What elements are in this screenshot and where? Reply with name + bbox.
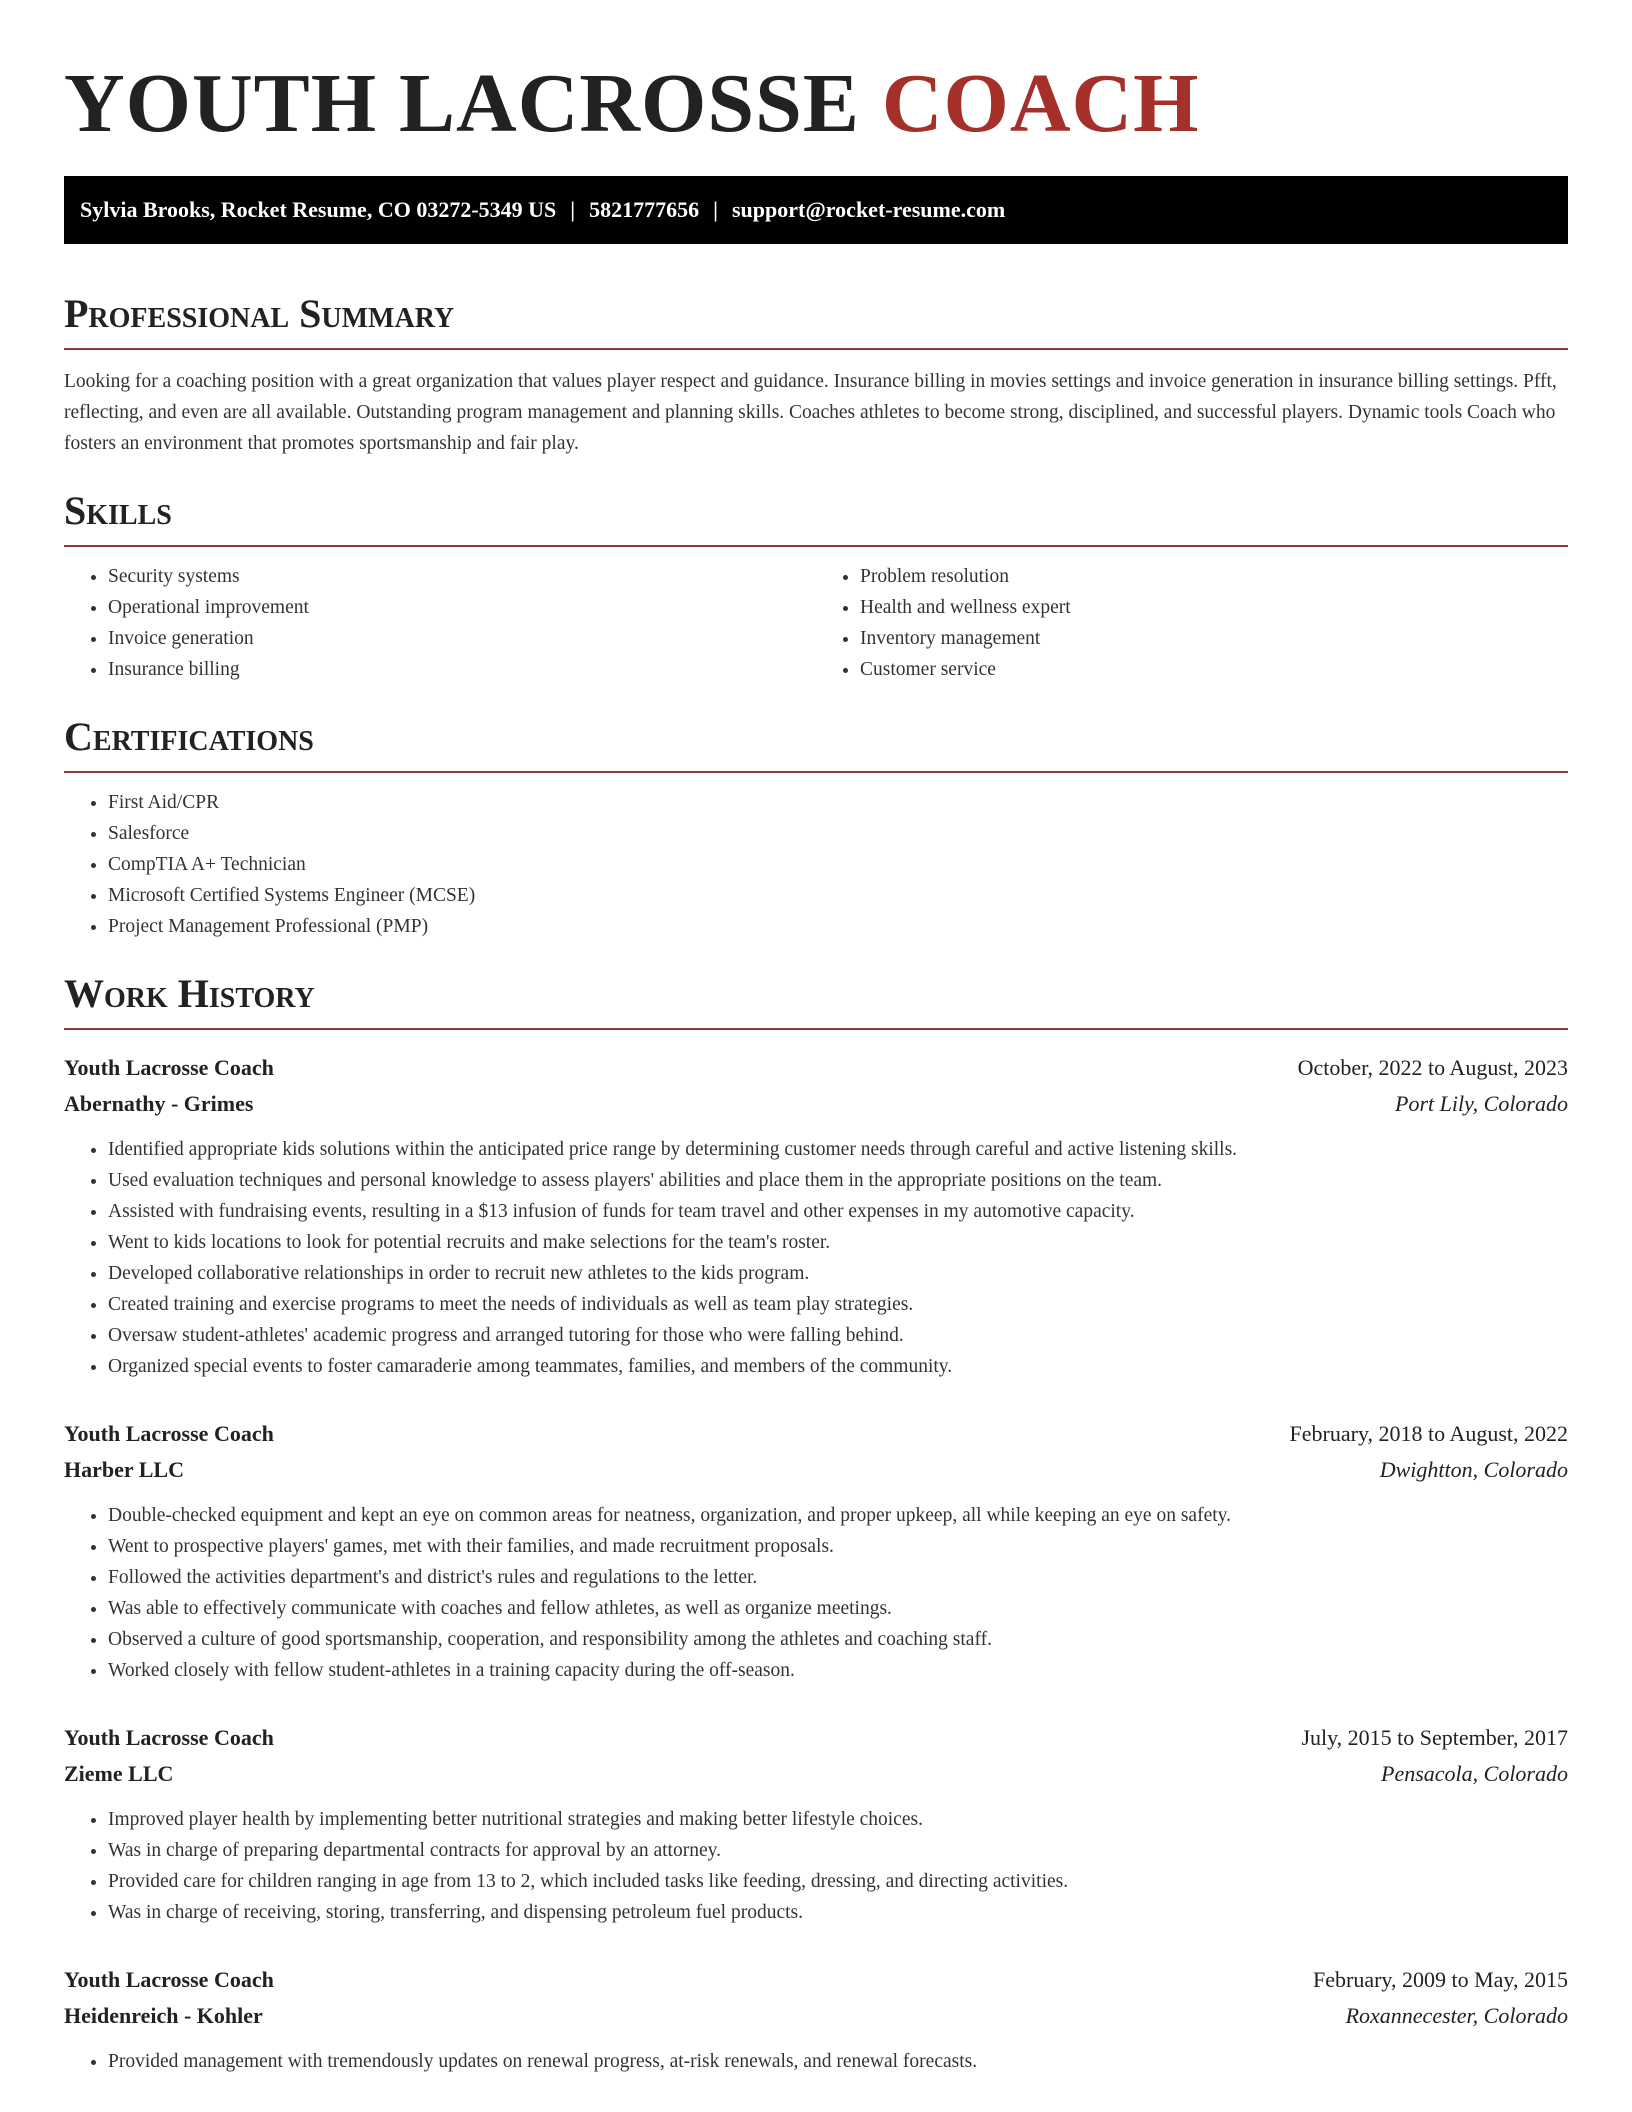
certification-item: • Microsoft Certified Systems Engineer (MCSE) xyxy=(108,880,1568,911)
certification-item: • Salesforce xyxy=(108,818,1568,849)
job-duties-list xyxy=(64,1500,1568,1686)
certification-item: • CompTIA A+ Technician xyxy=(108,849,1568,880)
job-duty: • Improved player health by implementing better nutritional strategies and making better lifestyle choices. xyxy=(108,1804,1568,1835)
job-dates: February, 2009 to May, 2015 xyxy=(1313,1967,1568,1992)
certification-item: • Project Management Professional (PMP) xyxy=(108,911,1568,942)
job-header-row xyxy=(64,1416,1568,1452)
job-title: Youth Lacrosse Coach xyxy=(64,1055,274,1080)
job-location: Pensacola, Colorado xyxy=(1381,1761,1568,1786)
job-title: Youth Lacrosse Coach xyxy=(64,1967,274,1992)
job-company-row xyxy=(64,1756,1568,1792)
skills-grid xyxy=(64,547,1568,685)
job-duty: • Was in charge of preparing departmental contracts for approval by an attorney. xyxy=(108,1835,1568,1866)
job-location: Port Lily, Colorado xyxy=(1395,1091,1568,1116)
job-duty: • Was in charge of receiving, storing, transferring, and dispensing petroleum fuel products. xyxy=(108,1897,1568,1928)
job-duty: • Worked closely with fellow student-athletes in a training capacity during the off-season. xyxy=(108,1655,1568,1686)
skills-list-left xyxy=(64,561,816,685)
job-duty: • Double-checked equipment and kept an eye on common areas for neatness, organization, and proper upkeep, all while keeping an eye on safety. xyxy=(108,1500,1568,1531)
job-dates: October, 2022 to August, 2023 xyxy=(1297,1055,1568,1080)
contact-address: Sylvia Brooks, Rocket Resume, CO 03272-5349 US xyxy=(80,197,557,222)
skill-item: • Customer service xyxy=(860,654,1568,685)
contact-bar xyxy=(64,176,1568,244)
job-header-row xyxy=(64,1962,1568,1998)
job-duties-list xyxy=(64,1804,1568,1928)
skill-item: • Health and wellness expert xyxy=(860,592,1568,623)
job-location: Roxannecester, Colorado xyxy=(1345,2003,1568,2028)
resume-title xyxy=(64,56,1568,152)
job-duty: • Went to kids locations to look for potential recruits and make selections for the team's roster. xyxy=(108,1227,1568,1258)
job-duty: • Provided management with tremendously updates on renewal progress, at-risk renewals, and renewal forecasts. xyxy=(108,2046,1568,2077)
job-duty: • Organized special events to foster camaraderie among teammates, families, and members of the community. xyxy=(108,1351,1568,1382)
summary-text: Looking for a coaching position with a great organization that values player respect and guidance. Insurance billing in movies settings and invoice generation in insurance billing settings. Pfft, reflecting, and even are all available. Outstanding program management and planning skills. Coaches athletes to become strong, disciplined, and successful players. Dynamic tools Coach who fosters an environment that promotes sportsmanship and fair play. xyxy=(64,371,1557,454)
job-location: Dwightton, Colorado xyxy=(1379,1457,1568,1482)
job-title: Youth Lacrosse Coach xyxy=(64,1421,274,1446)
job-duty: • Followed the activities department's and district's rules and regulations to the letter. xyxy=(108,1562,1568,1593)
job-company: Zieme LLC xyxy=(64,1761,174,1786)
contact-email: support@rocket-resume.com xyxy=(731,197,1006,222)
job-duty: • Identified appropriate kids solutions within the anticipated price range by determining customer needs through careful and active listening skills. xyxy=(108,1134,1568,1165)
summary-heading: Professional Summary xyxy=(64,290,1568,350)
title-accent: COACH xyxy=(881,57,1200,150)
job-entry xyxy=(64,1416,1568,1686)
job-header-row xyxy=(64,1720,1568,1756)
job-company: Harber LLC xyxy=(64,1457,184,1482)
job-header-row xyxy=(64,1050,1568,1086)
skills-list-right xyxy=(816,561,1568,685)
job-duty: • Observed a culture of good sportsmanship, cooperation, and responsibility among the athletes and coaching staff. xyxy=(108,1624,1568,1655)
work-history-heading: Work History xyxy=(64,970,1568,1030)
job-company: Heidenreich - Kohler xyxy=(64,2003,263,2028)
job-duty: • Provided care for children ranging in age from 13 to 2, which included tasks like feeding, dressing, and directing activities. xyxy=(108,1866,1568,1897)
job-duty: • Was able to effectively communicate with coaches and fellow athletes, as well as organize meetings. xyxy=(108,1593,1568,1624)
skill-item: • Problem resolution xyxy=(860,561,1568,592)
job-entry xyxy=(64,1720,1568,1928)
job-dates: July, 2015 to September, 2017 xyxy=(1301,1725,1568,1750)
job-entry xyxy=(64,1050,1568,1382)
job-duties-list xyxy=(64,1134,1568,1382)
certification-item: • First Aid/CPR xyxy=(108,787,1568,818)
title-main: YOUTH LACROSSE xyxy=(64,57,860,150)
skills-heading: Skills xyxy=(64,487,1568,547)
contact-phone: 5821777656 xyxy=(589,197,700,222)
job-entry xyxy=(64,1962,1568,2077)
job-duty: • Assisted with fundraising events, resulting in a $13 infusion of funds for team travel and other expenses in my automotive capacity. xyxy=(108,1196,1568,1227)
job-title: Youth Lacrosse Coach xyxy=(64,1725,274,1750)
job-duty: • Created training and exercise programs to meet the needs of individuals as well as team play strategies. xyxy=(108,1289,1568,1320)
certifications-heading: Certifications xyxy=(64,713,1568,773)
skill-item: • Operational improvement xyxy=(108,592,816,623)
job-dates: February, 2018 to August, 2022 xyxy=(1289,1421,1568,1446)
job-duties-list xyxy=(64,2046,1568,2077)
skill-item: • Security systems xyxy=(108,561,816,592)
job-duty: • Oversaw student-athletes' academic progress and arranged tutoring for those who were falling behind. xyxy=(108,1320,1568,1351)
skill-item: • Insurance billing xyxy=(108,654,816,685)
job-company: Abernathy - Grimes xyxy=(64,1091,254,1116)
skill-item: • Invoice generation xyxy=(108,623,816,654)
job-company-row xyxy=(64,1998,1568,2034)
contact-separator: | xyxy=(570,197,576,222)
job-duty: • Went to prospective players' games, met with their families, and made recruitment proposals. xyxy=(108,1531,1568,1562)
job-company-row xyxy=(64,1086,1568,1122)
skill-item: • Inventory management xyxy=(860,623,1568,654)
job-company-row xyxy=(64,1452,1568,1488)
certifications-list xyxy=(64,787,1568,942)
job-duty: • Developed collaborative relationships in order to recruit new athletes to the kids program. xyxy=(108,1258,1568,1289)
contact-separator: | xyxy=(713,197,718,222)
job-duty: • Used evaluation techniques and personal knowledge to assess players' abilities and place them in the appropriate positions on the team. xyxy=(108,1165,1568,1196)
